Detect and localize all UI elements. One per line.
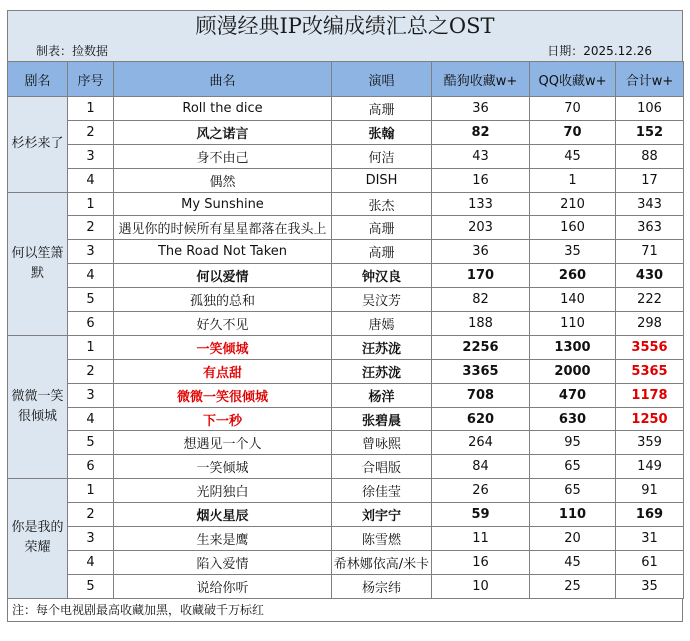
kugou-cell: 11	[432, 527, 530, 551]
table-row	[8, 383, 684, 407]
ost-table	[7, 61, 684, 599]
total-cell: 149	[616, 455, 684, 479]
no-cell: 6	[68, 312, 114, 336]
total-cell: 169	[616, 503, 684, 527]
total-cell: 359	[616, 431, 684, 455]
kugou-cell: 84	[432, 455, 530, 479]
singer-cell: 高珊	[332, 216, 432, 240]
total-cell: 430	[616, 264, 684, 288]
total-cell: 3556	[616, 335, 684, 359]
header-kugou: 酷狗收藏w+	[432, 62, 530, 97]
singer-cell: 汪苏泷	[332, 335, 432, 359]
table-row	[8, 240, 684, 264]
kugou-cell: 133	[432, 192, 530, 216]
total-cell: 1250	[616, 407, 684, 431]
date-label: 日期：2025.12.26	[547, 44, 652, 58]
qq-cell: 630	[530, 407, 616, 431]
song-cell: 风之诺言	[114, 120, 332, 144]
kugou-cell: 36	[432, 240, 530, 264]
song-cell: 遇见你的时候所有星星都落在我头上	[114, 216, 332, 240]
singer-cell: 杨洋	[332, 383, 432, 407]
table-row	[8, 503, 684, 527]
no-cell: 5	[68, 431, 114, 455]
total-cell: 222	[616, 288, 684, 312]
qq-cell: 140	[530, 288, 616, 312]
song-cell: 想遇见一个人	[114, 431, 332, 455]
total-cell: 106	[616, 97, 684, 121]
song-cell: 光阴独白	[114, 479, 332, 503]
kugou-cell: 2256	[432, 335, 530, 359]
total-cell: 61	[616, 550, 684, 574]
kugou-cell: 26	[432, 479, 530, 503]
total-cell: 343	[616, 192, 684, 216]
no-cell: 3	[68, 144, 114, 168]
total-cell: 298	[616, 312, 684, 336]
qq-cell: 45	[530, 144, 616, 168]
qq-cell: 1	[530, 168, 616, 192]
qq-cell: 110	[530, 503, 616, 527]
song-cell: 微微一笑很倾城	[114, 383, 332, 407]
singer-cell: 张杰	[332, 192, 432, 216]
total-cell: 1178	[616, 383, 684, 407]
table-row	[8, 288, 684, 312]
kugou-cell: 10	[432, 574, 530, 598]
drama-name-cell: 杉杉来了	[8, 97, 68, 193]
kugou-cell: 43	[432, 144, 530, 168]
singer-cell: 何洁	[332, 144, 432, 168]
kugou-cell: 708	[432, 383, 530, 407]
song-cell: 好久不见	[114, 312, 332, 336]
singer-cell: 曾咏熙	[332, 431, 432, 455]
table-row	[8, 144, 684, 168]
total-cell: 91	[616, 479, 684, 503]
meta-row	[7, 41, 683, 61]
header-no: 序号	[68, 62, 114, 97]
footnote: 注：每个电视剧最高收藏加黑，收藏破千万标红	[7, 599, 683, 622]
kugou-cell: 620	[432, 407, 530, 431]
song-cell: 陷入爱情	[114, 550, 332, 574]
singer-cell: 希林娜依高/米卡	[332, 550, 432, 574]
singer-cell: 徐佳莹	[332, 479, 432, 503]
qq-cell: 65	[530, 455, 616, 479]
table-row	[8, 312, 684, 336]
no-cell: 2	[68, 120, 114, 144]
song-cell: 有点甜	[114, 359, 332, 383]
header-row	[8, 62, 684, 97]
kugou-cell: 36	[432, 97, 530, 121]
no-cell: 3	[68, 240, 114, 264]
table-row	[8, 264, 684, 288]
qq-cell: 20	[530, 527, 616, 551]
no-cell: 5	[68, 574, 114, 598]
song-cell: 何以爱情	[114, 264, 332, 288]
qq-cell: 95	[530, 431, 616, 455]
maker-label: 制表：捡数据	[36, 44, 109, 58]
singer-cell: 杨宗纬	[332, 574, 432, 598]
song-cell: 一笑倾城	[114, 455, 332, 479]
no-cell: 2	[68, 216, 114, 240]
no-cell: 2	[68, 503, 114, 527]
table-row	[8, 431, 684, 455]
qq-cell: 45	[530, 550, 616, 574]
header-singer: 演唱	[332, 62, 432, 97]
no-cell: 6	[68, 455, 114, 479]
singer-cell: 高珊	[332, 240, 432, 264]
qq-cell: 65	[530, 479, 616, 503]
total-cell: 35	[616, 574, 684, 598]
song-cell: My Sunshine	[114, 192, 332, 216]
drama-name-cell: 微微一笑很倾城	[8, 335, 68, 478]
no-cell: 1	[68, 479, 114, 503]
song-cell: Roll the dice	[114, 97, 332, 121]
table-row	[8, 455, 684, 479]
singer-cell: 高珊	[332, 97, 432, 121]
kugou-cell: 82	[432, 288, 530, 312]
no-cell: 1	[68, 335, 114, 359]
kugou-cell: 59	[432, 503, 530, 527]
table-row	[8, 550, 684, 574]
no-cell: 4	[68, 550, 114, 574]
kugou-cell: 188	[432, 312, 530, 336]
table-row	[8, 216, 684, 240]
total-cell: 5365	[616, 359, 684, 383]
header-drama: 剧名	[8, 62, 68, 97]
qq-cell: 470	[530, 383, 616, 407]
singer-cell: DISH	[332, 168, 432, 192]
total-cell: 17	[616, 168, 684, 192]
kugou-cell: 264	[432, 431, 530, 455]
header-song: 曲名	[114, 62, 332, 97]
table-row	[8, 97, 684, 121]
qq-cell: 110	[530, 312, 616, 336]
drama-name-cell: 你是我的荣耀	[8, 479, 68, 598]
qq-cell: 210	[530, 192, 616, 216]
kugou-cell: 82	[432, 120, 530, 144]
no-cell: 2	[68, 359, 114, 383]
singer-cell: 刘宇宁	[332, 503, 432, 527]
qq-cell: 1300	[530, 335, 616, 359]
no-cell: 4	[68, 407, 114, 431]
qq-cell: 35	[530, 240, 616, 264]
qq-cell: 70	[530, 120, 616, 144]
song-cell: 身不由己	[114, 144, 332, 168]
singer-cell: 陈雪燃	[332, 527, 432, 551]
song-cell: 偶然	[114, 168, 332, 192]
header-qq: QQ收藏w+	[530, 62, 616, 97]
kugou-cell: 203	[432, 216, 530, 240]
singer-cell: 钟汉良	[332, 264, 432, 288]
qq-cell: 260	[530, 264, 616, 288]
song-cell: 孤独的总和	[114, 288, 332, 312]
singer-cell: 唐嫣	[332, 312, 432, 336]
song-cell: 下一秒	[114, 407, 332, 431]
kugou-cell: 16	[432, 550, 530, 574]
singer-cell: 合唱版	[332, 455, 432, 479]
song-cell: 烟火星辰	[114, 503, 332, 527]
no-cell: 1	[68, 192, 114, 216]
qq-cell: 2000	[530, 359, 616, 383]
total-cell: 31	[616, 527, 684, 551]
total-cell: 152	[616, 120, 684, 144]
table-row	[8, 192, 684, 216]
header-total: 合计w+	[616, 62, 684, 97]
no-cell: 3	[68, 383, 114, 407]
no-cell: 3	[68, 527, 114, 551]
no-cell: 1	[68, 97, 114, 121]
no-cell: 4	[68, 264, 114, 288]
table-row	[8, 335, 684, 359]
singer-cell: 张翰	[332, 120, 432, 144]
singer-cell: 汪苏泷	[332, 359, 432, 383]
song-cell: The Road Not Taken	[114, 240, 332, 264]
kugou-cell: 3365	[432, 359, 530, 383]
song-cell: 一笑倾城	[114, 335, 332, 359]
total-cell: 71	[616, 240, 684, 264]
table-row	[8, 479, 684, 503]
singer-cell: 吴汶芳	[332, 288, 432, 312]
kugou-cell: 170	[432, 264, 530, 288]
kugou-cell: 16	[432, 168, 530, 192]
no-cell: 4	[68, 168, 114, 192]
qq-cell: 25	[530, 574, 616, 598]
no-cell: 5	[68, 288, 114, 312]
table-row	[8, 407, 684, 431]
song-cell: 生来是鹰	[114, 527, 332, 551]
drama-name-cell: 何以笙箫默	[8, 192, 68, 335]
qq-cell: 70	[530, 97, 616, 121]
table-row	[8, 527, 684, 551]
table-row	[8, 168, 684, 192]
total-cell: 363	[616, 216, 684, 240]
song-cell: 说给你听	[114, 574, 332, 598]
sheet-title: 顾漫经典IP改编成绩汇总之OST	[7, 10, 683, 41]
table-row	[8, 574, 684, 598]
table-body	[8, 97, 684, 599]
total-cell: 88	[616, 144, 684, 168]
table-row	[8, 359, 684, 383]
qq-cell: 160	[530, 216, 616, 240]
table-row	[8, 120, 684, 144]
ost-summary-sheet	[7, 10, 683, 622]
singer-cell: 张碧晨	[332, 407, 432, 431]
